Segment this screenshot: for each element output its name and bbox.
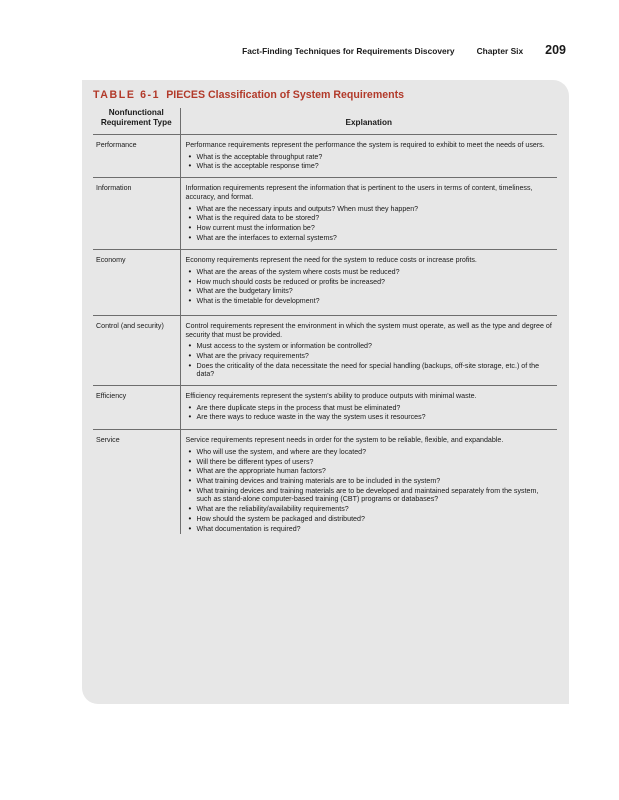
question-item: • What are the necessary inputs and outputs? When must they happen?	[186, 205, 554, 214]
question-item: • How current must the information be?	[186, 224, 554, 233]
table-caption	[93, 89, 557, 101]
question-item: • Does the criticality of the data necessitate the need for special handling (backups, off-site storage, etc.) of the data?	[186, 362, 554, 379]
running-head-title: Fact-Finding Techniques for Requirements Discovery	[242, 46, 455, 56]
requirement-explanation	[180, 430, 557, 535]
requirement-description: Control requirements represent the environment in which the system must operate, as well as the type and degree of security that must be provided.	[185, 321, 552, 339]
question-list	[186, 404, 554, 422]
question-item: • Are there ways to reduce waste in the way the system uses it resources?	[186, 413, 554, 422]
question-item: • Are there duplicate steps in the process that must be eliminated?	[186, 404, 554, 413]
table-header-row	[93, 108, 557, 135]
question-item: • What documentation is required?	[186, 525, 554, 534]
running-head-chapter: Chapter Six	[476, 46, 524, 56]
header-explanation: Explanation	[180, 108, 557, 135]
question-item: • What are the areas of the system where costs must be reduced?	[186, 268, 554, 277]
question-list	[186, 268, 554, 306]
table-row	[93, 135, 557, 178]
requirement-type: Economy	[93, 250, 180, 316]
header-type: Nonfunctional Requirement Type	[93, 108, 180, 135]
page-number: 209	[545, 43, 566, 57]
question-item: • Must access to the system or information be controlled?	[186, 342, 554, 351]
question-item: • What training devices and training materials are to be included in the system?	[186, 477, 554, 486]
question-list	[186, 342, 554, 379]
pieces-table	[93, 108, 557, 534]
requirement-description: Service requirements represent needs in order for the system to be reliable, flexible, and expandable.	[185, 436, 504, 445]
question-item: • Will there be different types of users?	[186, 458, 554, 467]
question-item: • How should the system be packaged and distributed?	[186, 515, 554, 524]
question-list	[186, 448, 554, 533]
requirement-explanation	[180, 135, 557, 178]
requirement-type: Service	[93, 430, 180, 535]
running-head	[0, 43, 566, 63]
question-item: • What are the budgetary limits?	[186, 287, 554, 296]
requirement-type: Performance	[93, 135, 180, 178]
table-body	[93, 135, 557, 535]
question-item: • Who will use the system, and where are they located?	[186, 448, 554, 457]
table-title: PIECES Classification of System Requirements	[166, 89, 405, 101]
table-row	[93, 315, 557, 385]
question-item: • What is the acceptable throughput rate?	[186, 153, 554, 162]
table-panel	[82, 80, 569, 704]
table-row	[93, 430, 557, 535]
question-item: • What is the timetable for development?	[186, 297, 554, 306]
question-list	[186, 153, 554, 171]
requirement-description: Efficiency requirements represent the system's ability to produce outputs with minimal waste.	[185, 392, 477, 401]
question-item: • How much should costs be reduced or profits be increased?	[186, 278, 554, 287]
requirement-explanation	[180, 178, 557, 250]
table-row	[93, 178, 557, 250]
requirement-type: Control (and security)	[93, 315, 180, 385]
question-list	[186, 205, 554, 243]
requirement-type: Efficiency	[93, 386, 180, 430]
requirement-explanation	[180, 250, 557, 316]
requirement-explanation	[180, 315, 557, 385]
question-item: • What are the appropriate human factors?	[186, 467, 554, 476]
table-row	[93, 386, 557, 430]
question-item: • What training devices and training materials are to be developed and maintained separately from the system, such as stand-alone computer-based training (CBT) programs or databases?	[186, 487, 554, 504]
requirement-description: Performance requirements represent the performance the system is required to exhibit to meet the needs of users.	[185, 141, 545, 149]
question-item: • What are the privacy requirements?	[186, 352, 554, 361]
question-item: • What are the interfaces to external systems?	[186, 234, 554, 243]
question-item: • What are the reliability/availability requirements?	[186, 505, 554, 514]
requirement-description: Information requirements represent the information that is pertinent to the users in terms of content, timeliness, accuracy, and format.	[185, 184, 533, 201]
requirement-description: Economy requirements represent the need for the system to reduce costs or increase profits.	[185, 256, 477, 265]
question-item: • What is the acceptable response time?	[186, 162, 554, 171]
requirement-explanation	[180, 386, 557, 430]
question-item: • What is the required data to be stored?	[186, 214, 554, 223]
table-row	[93, 250, 557, 316]
requirement-type: Information	[93, 178, 180, 250]
table-label: TABLE 6-1	[93, 89, 161, 101]
